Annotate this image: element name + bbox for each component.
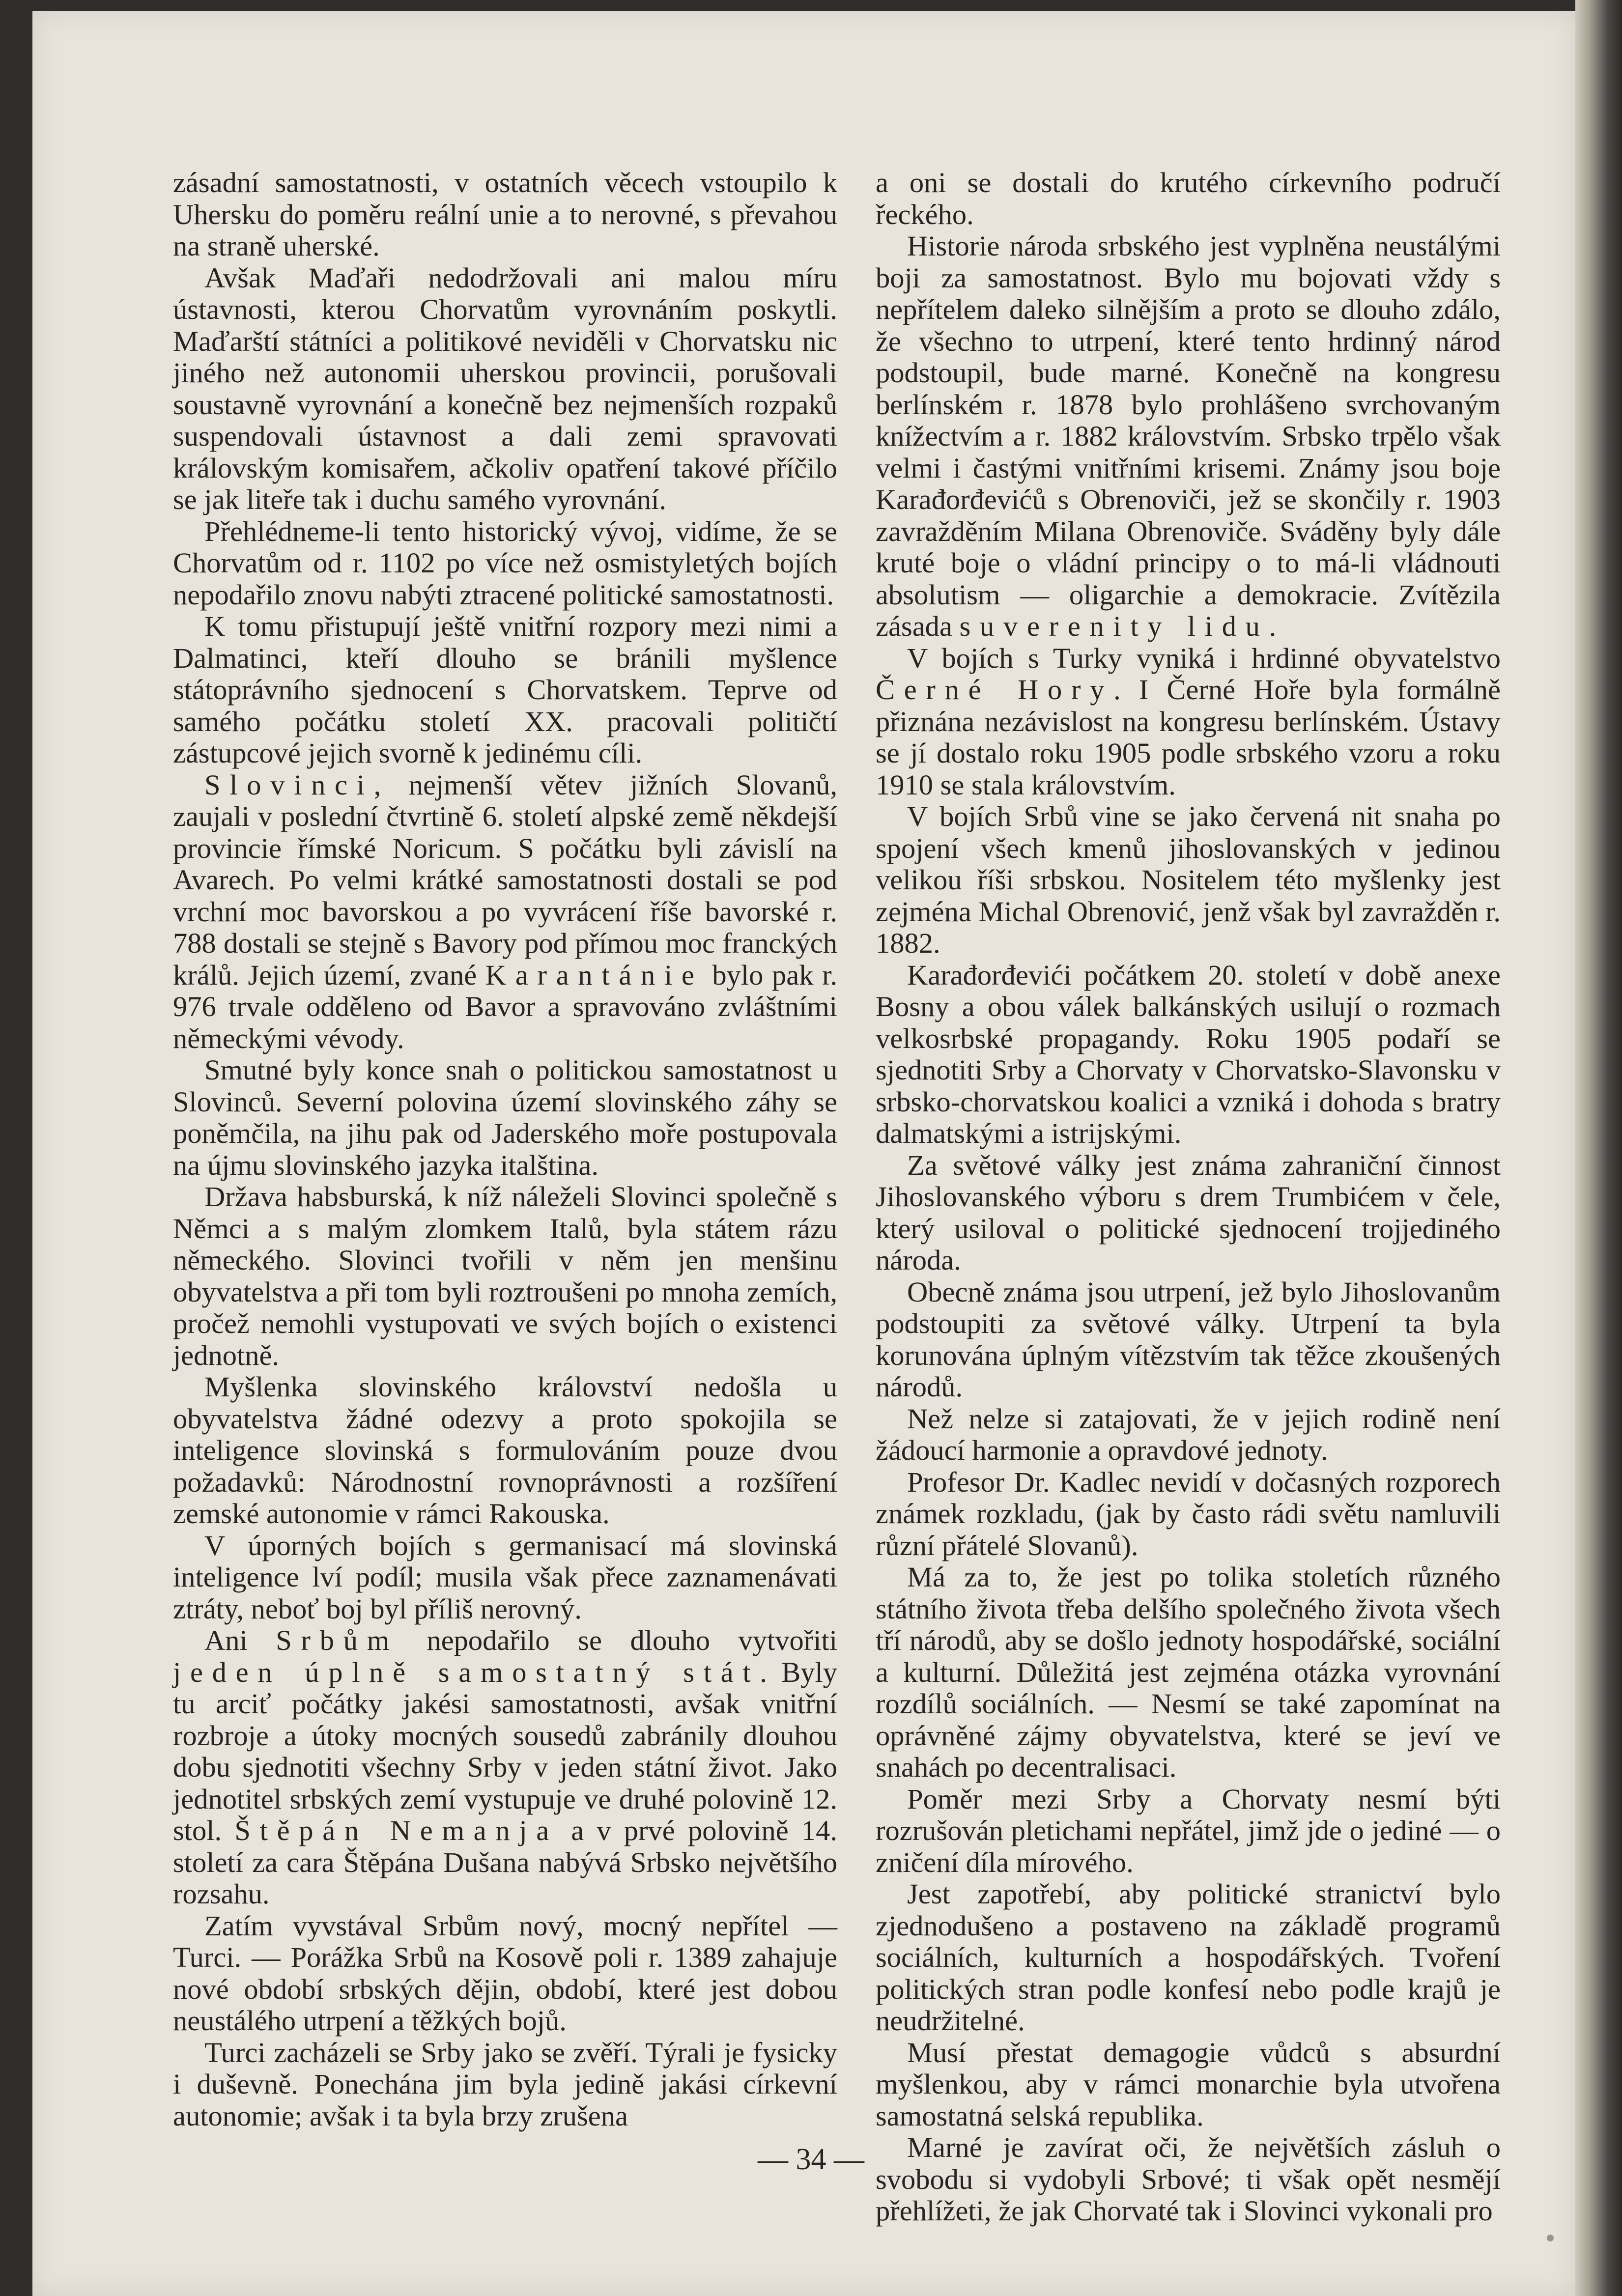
paragraph: Zatím vyvstával Srbům nový, mocný nepřítel — Turci. — Porážka Srbů na Kosově poli r. 1389 zahajuje nové období srbských dějin, období, které jest dobou neustálého utrpení a těžkých bojů.	[173, 1909, 837, 2037]
paragraph: Jest zapotřebí, aby politické stranictví bylo zjednodušeno a postaveno na základě programů sociálních, kulturních a hospodářských. Tvoření politických stran podle konfesí nebo podle krajů je neudržitelné.	[876, 1878, 1501, 2037]
spaced-emphasis: Srbům	[276, 1624, 398, 1656]
paragraph: V úporných bojích s germanisací má slovinská inteligence lví podíl; musila však přece zaznamenávati ztráty, neboť boj byl příliš nerovný.	[173, 1529, 837, 1625]
paragraph: Marné je zavírat oči, že největších zásluh o svobodu si vydobyli Srbové; ti však opět nesmějí přehlížeti, že jak Chorvaté tak i Slovinci vykonali pro	[876, 2131, 1501, 2227]
page-number: — 34 —	[758, 2143, 864, 2176]
spaced-emphasis: Štěpán Nemanja	[234, 1814, 558, 1846]
paragraph: Slovinci, nejmenší větev jižních Slovanů, zaujali v poslední čtvrtině 6. století alpské země někdejší provincie římské Noricum. S počátku byli závislí na Avarech. Po velmi krátké samostatnosti dostali se pod vrchní moc bavorskou a po vyvrácení říše bavorské r. 788 dostali se stejně s Bavory pod přímou moc franckých králů. Jejich území, zvané Karantánie bylo pak r. 976 trvale odděleno od Bavor a spravováno zvláštními německými vévody.	[173, 768, 837, 1054]
spaced-emphasis: jeden úplně samostatný stát	[173, 1656, 760, 1688]
paragraph: V bojích s Turky vyniká i hrdinné obyvatelstvo Černé Hory. I Černé Hoře byla formálně přiznána nezávislost na kongresu berlínském. Ústavy se jí dostalo roku 1905 podle srbského vzoru a roku 1910 se stala královstvím.	[876, 642, 1501, 801]
spaced-emphasis: Slovinci	[204, 768, 374, 801]
paragraph: Obecně známa jsou utrpení, jež bylo Jihoslovanům podstoupiti za světové války. Utrpení ta byla korunována úplným vítězstvím tak těžce zkoušených národů.	[876, 1276, 1501, 1403]
paragraph: Turci zacházeli se Srby jako se zvěří. Týrali je fysicky i duševně. Ponechána jim byla jedině jakási církevní autonomie; avšak i ta byla brzy zrušena	[173, 2036, 837, 2132]
paragraph: Ani Srbům nepodařilo se dlouho vytvořiti jeden úplně samostatný stát. Byly tu arciť počátky jakési samostatnosti, avšak vnitřní rozbroje a útoky mocných sousedů zabránily dlouhou dobu sjednotiti všechny Srby v jeden státní život. Jako jednotitel srbských zemí vystupuje ve druhé polovině 12. stol. Štěpán Nemanja a v prvé polovině 14. století za cara Štěpána Dušana nabývá Srbsko největšího rozsahu.	[173, 1624, 837, 1910]
spaced-emphasis: Karantánie	[485, 959, 704, 991]
paragraph: a oni se dostali do krutého církevního područí řeckého.	[876, 167, 1501, 230]
paragraph: Než nelze si zatajovati, že v jejich rodině není žádoucí harmonie a opravdové jednoty.	[876, 1402, 1501, 1466]
paragraph: K tomu přistupují ještě vnitřní rozpory mezi nimi a Dalmatinci, kteří dlouho se bránili myšlence státoprávního sjednocení s Chorvatskem. Teprve od samého počátku století XX. pracovali političtí zástupcové jejich svorně k jedinému cíli.	[173, 610, 837, 769]
paper-blemish	[1547, 2235, 1554, 2241]
paragraph: Historie národa srbského jest vyplněna neustálými boji za samostatnost. Bylo mu bojovati vždy s nepřítelem daleko silnějším a proto se dlouho zdálo, že všechno to utrpení, které tento hrdinný národ podstoupil, bude marné. Konečně na kongresu berlínském r. 1878 bylo prohlášeno svrchovaným knížectvím a r. 1882 královstvím. Srbsko trpělo však velmi i častými vnitřními krisemi. Známy jsou boje Karađorđevićů s Obrenoviči, jež se skončily r. 1903 zavražděním Milana Obrenoviče. Sváděny byly dále kruté boje o vládní principy o to má-li vládnouti absolutism — oligarchie a demokracie. Zvítězila zásada suverenity lidu.	[876, 230, 1501, 642]
paragraph: Poměr mezi Srby a Chorvaty nesmí býti rozrušován pletichami nepřátel, jimž jde o jediné — o zničení díla mírového.	[876, 1783, 1501, 1878]
paragraph: Myšlenka slovinského království nedošla u obyvatelstva žádné odezvy a proto spokojila se inteligence slovinská s formulováním pouze dvou požadavků: Národnostní rovnoprávnosti a rozšíření zemské autonomie v rámci Rakouska.	[173, 1371, 837, 1530]
right-text-column	[876, 167, 1501, 2227]
spaced-emphasis: Černé Hory	[876, 674, 1114, 706]
paragraph: Smutné byly konce snah o politickou samostatnost u Slovinců. Severní polovina území slovinského záhy se poněmčila, na jihu pak od Jaderského moře postupovala na újmu slovinského jazyka italština.	[173, 1054, 837, 1181]
paragraph: Přehlédneme-li tento historický vývoj, vidíme, že se Chorvatům od r. 1102 po více než osmistyletých bojích nepodařilo znovu nabýti ztracené politické samostatnosti.	[173, 515, 837, 611]
paragraph: Za světové války jest známa zahraniční činnost Jihoslovanského výboru s drem Trumbićem v čele, který usiloval o politické sjednocení trojjediného národa.	[876, 1149, 1501, 1276]
paragraph: Má za to, že jest po tolika stoletích různého státního života třeba delšího společného života všech tří národů, aby se došlo jednoty hospodářské, sociální a kulturní. Důležitá jest zejména otázka vyrovnání rozdílů sociálních. — Nesmí se také zapomínat na oprávněné zájmy obyvatelstva, které se jeví ve snahách po decentralisaci.	[876, 1561, 1501, 1783]
paragraph: Profesor Dr. Kadlec nevidí v dočasných rozporech známek rozkladu, (jak by často rádi světu namluvili různí přátelé Slovanů).	[876, 1466, 1501, 1561]
left-text-column	[173, 167, 837, 2132]
paragraph: Država habsburská, k níž náleželi Slovinci společně s Němci a s malým zlomkem Italů, byla státem rázu německého. Slovinci tvořili v něm jen menšinu obyvatelstva a při tom byli roztroušeni po mnoha zemích, pročež nemohli vystupovati ve svých bojích o existenci jednotně.	[173, 1181, 837, 1371]
book-spine-edge	[1575, 0, 1622, 2296]
paragraph: Avšak Maďaři nedodržovali ani malou míru ústavnosti, kterou Chorvatům vyrovnáním poskytli. Maďarští státníci a politikové neviděli v Chorvatsku nic jiného než autonomii uherskou provincii, porušovali soustavně vyrovnání a konečně bez nejmenších rozpaků suspendovali ústavnost a dali zemi spravovati královským komisařem, ačkoliv opatření takové příčilo se jak liteře tak i duchu samého vyrovnání.	[173, 261, 837, 515]
paragraph: Karađorđevići počátkem 20. století v době anexe Bosny a obou válek balkánských usilují o rozmach velkosrbské propagandy. Roku 1905 podaří se sjednotiti Srby a Chorvaty v Chorvatsko-Slavonsku v srbsko-chorvatskou koalici a vzniká i dohoda s bratry dalmatskými a istrijskými.	[876, 959, 1501, 1149]
paragraph: Musí přestat demagogie vůdců s absurdní myšlenkou, aby v rámci monarchie byla utvořena samostatná selská republika.	[876, 2036, 1501, 2132]
paragraph: zásadní samostatnosti, v ostatních věcech vstoupilo k Uhersku do poměru reální unie a to nerovné, s převahou na straně uherské.	[173, 167, 837, 262]
paragraph: V bojích Srbů vine se jako červená nit snaha po spojení všech kmenů jihoslovanských v jedinou velikou říši srbskou. Nositelem této myšlenky jest zejména Michal Obrenović, jenž však byl zavražděn r. 1882.	[876, 800, 1501, 959]
spaced-emphasis: suverenity lidu	[959, 610, 1269, 642]
